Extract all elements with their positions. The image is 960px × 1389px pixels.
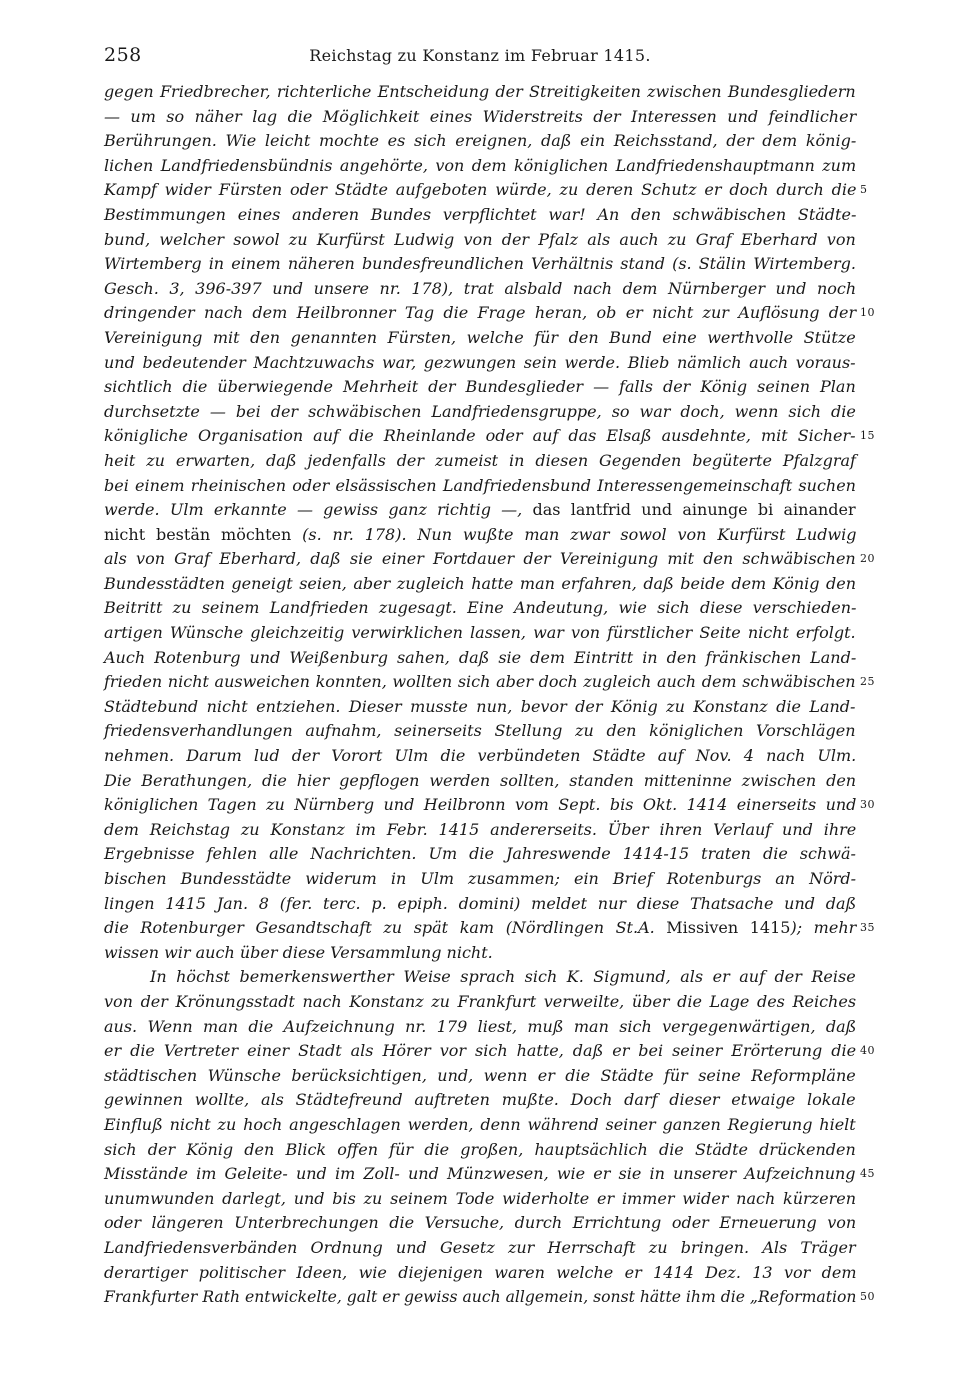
text-line	[104, 695, 856, 720]
text-line	[104, 941, 856, 966]
line-text: sich der König den Blick offen für die großen, hauptsächlich die Städte drückenden	[104, 1139, 856, 1159]
text-line	[104, 769, 856, 794]
text-line	[104, 719, 856, 744]
text-line	[104, 326, 856, 351]
line-text: bund, welcher sowol zu Kurfürst Ludwig von der Pfalz als auch zu Graf Eberhard von	[104, 229, 856, 249]
line-text: Berührungen. Wie leicht mochte es sich ereignen, daß ein Reichsstand, der dem könig-	[104, 131, 857, 151]
text-line	[104, 1211, 856, 1236]
line-text: derartiger politischer Ideen, wie diejenigen waren welche er 1414 Dez. 13 vor dem	[104, 1262, 857, 1282]
line-text: gewinnen wollte, als Städtefreund auftreten mußte. Doch darf dieser etwaige lokale	[104, 1090, 856, 1110]
text-line	[104, 1113, 856, 1138]
line-text: frieden nicht ausweichen konnten, wollten sich aber doch zugleich auch dem schwäbischen	[104, 672, 856, 692]
line-text: sichtlich die überwiegende Mehrheit der Bundesglieder — falls der König seinen Plan	[104, 377, 856, 397]
line-text: und bedeutender Machtzuwachs war, gezwungen sein werde. Blieb nämlich auch voraus-	[104, 352, 856, 372]
running-head: Reichstag zu Konstanz im Februar 1415.	[309, 46, 651, 65]
body-text	[104, 80, 875, 1310]
line-text: friedensverhandlungen aufnahm, seinerseits Stellung zu den königlichen Vorschlägen	[104, 721, 856, 741]
text-line	[104, 965, 856, 990]
line-text: dringender nach dem Heilbronner Tag die Frage heran, ob er nicht zur Auflösung der	[104, 303, 857, 323]
line-text: nicht bestän möchten (s. nr. 178). Nun wußte man zwar sowol von Kurfürst Ludwig	[104, 524, 857, 544]
text-line	[104, 277, 856, 302]
line-text: In höchst bemerkenswerther Weise sprach sich K. Sigmund, als er auf der Reise	[150, 967, 856, 987]
text-line	[104, 228, 856, 253]
text-line	[104, 670, 875, 695]
line-text: Bestimmungen eines anderen Bundes verpflichtet war! An den schwäbischen Städte-	[104, 204, 857, 224]
line-number: 20	[860, 552, 875, 566]
line-text: Wirtemberg in einem näheren bundesfreundlichen Verhältnis stand (s. Stälin Wirtemberg.	[104, 254, 856, 274]
text-line	[104, 596, 856, 621]
line-text: wissen wir auch über diese Versammlung nicht.	[104, 942, 493, 962]
line-text: Gesch. 3, 396-397 und unsere nr. 178), trat alsbald nach dem Nürnberger und noch	[104, 278, 857, 298]
line-text: die Rotenburger Gesandtschaft zu spät kam (Nördlingen St.A. Missiven 1415); mehr	[104, 918, 857, 938]
line-number: 45	[860, 1167, 875, 1181]
text-line	[104, 818, 856, 843]
line-number: 40	[860, 1044, 875, 1058]
line-text: Misstände im Geleite- und im Zoll- und Münzwesen, wie er sie in unserer Aufzeichnung	[104, 1164, 856, 1184]
text-line	[104, 744, 856, 769]
text-line	[104, 449, 856, 474]
text-line	[104, 1285, 875, 1310]
text-line	[104, 178, 868, 203]
line-text: unumwunden darlegt, und bis zu seinem Tode widerholte er immer wider nach kürzeren	[104, 1188, 856, 1208]
line-text: als von Graf Eberhard, daß sie einer Fortdauer der Vereinigung mit den schwäbischen	[104, 549, 856, 569]
text-line	[104, 547, 875, 572]
line-text: artigen Wünsche gleichzeitig verwirklichen lassen, war von fürstlicher Seite nicht erfolgt.	[104, 623, 856, 643]
text-line	[104, 498, 856, 523]
text-line	[104, 351, 856, 376]
text-line	[104, 867, 856, 892]
line-text: aus. Wenn man die Aufzeichnung nr. 179 liest, muß man sich vergegenwärtigen, daß	[104, 1016, 857, 1036]
text-line	[104, 572, 856, 597]
line-number: 50	[860, 1290, 875, 1304]
line-text: Kampf wider Fürsten oder Städte aufgeboten würde, zu deren Schutz er doch durch die	[104, 180, 857, 200]
text-line	[104, 375, 856, 400]
text-line	[104, 842, 856, 867]
text-line	[104, 892, 856, 917]
text-line	[104, 646, 856, 671]
line-text: oder längeren Unterbrechungen die Versuche, durch Errichtung oder Erneuerung von	[104, 1213, 857, 1233]
line-text: königliche Organisation auf die Rheinlande oder auf das Elsaß ausdehnte, mit Sicher-	[104, 426, 856, 446]
line-text: durchsetzte — bei der schwäbischen Landfriedensgruppe, so war doch, wenn sich die	[104, 401, 856, 421]
line-text: nehmen. Darum lud der Vorort Ulm die verbündeten Städte auf Nov. 4 nach Ulm.	[104, 746, 857, 766]
line-text: Frankfurter Rath entwickelte, galt er gewiss auch allgemein, sonst hätte ihm die „Reformation	[104, 1287, 857, 1307]
text-line	[104, 916, 875, 941]
line-text: Die Berathungen, die hier gepflogen werden sollten, standen mitteninne zwischen den	[104, 770, 857, 790]
text-line	[104, 621, 856, 646]
text-line	[104, 203, 856, 228]
line-text: werde. Ulm erkannte — gewiss ganz richtig —, das lantfrid und ainunge bi ainander	[104, 500, 856, 520]
line-text: bei einem rheinischen oder elsässischen Landfriedensbund Interessengemeinschaft suchen	[104, 475, 856, 495]
line-text: lichen Landfriedensbündnis angehörte, von dem königlichen Landfriedenshauptmann zum	[104, 155, 857, 175]
line-number: 10	[860, 306, 875, 320]
line-text: er die Vertreter einer Stadt als Hörer vor sich hatte, daß er bei seiner Erörterung die	[104, 1041, 857, 1061]
page-header	[104, 44, 856, 74]
text-line	[104, 1015, 856, 1040]
text-line	[104, 252, 856, 277]
line-text: Einfluß nicht zu hoch angeschlagen werden, denn während seiner ganzen Regierung hielt	[104, 1114, 856, 1134]
line-text: bischen Bundesstädte widerum in Ulm zusammen; ein Brief Rotenburgs an Nörd-	[104, 869, 857, 888]
line-text: Städtebund nicht entziehen. Dieser musste nun, bevor der König zu Konstanz die Land-	[104, 696, 856, 716]
text-line	[104, 523, 856, 548]
text-line	[104, 1261, 856, 1286]
line-text: Vereinigung mit den genannten Fürsten, welche für den Bund eine werthvolle Stütze	[104, 327, 856, 347]
text-line	[104, 793, 875, 818]
line-text: dem Reichstag zu Konstanz im Febr. 1415 andererseits. Über ihren Verlauf und ihre	[104, 819, 857, 839]
page-number: 258	[104, 44, 142, 66]
line-number: 15	[860, 429, 875, 443]
line-text: von der Krönungsstadt nach Konstanz zu Frankfurt verweilte, über die Lage des Reiches	[104, 991, 857, 1011]
line-text: heit zu erwarten, daß jedenfalls der zumeist in diesen Gegenden begüterte Pfalzgraf	[104, 450, 856, 470]
line-text: gegen Friedbrecher, richterliche Entscheidung der Streitigkeiten zwischen Bundesgliedern	[104, 82, 856, 101]
line-text: Auch Rotenburg und Weißenburg sahen, daß sie dem Eintritt in den fränkischen Land-	[104, 647, 857, 667]
text-line	[104, 129, 856, 154]
line-number: 35	[860, 921, 875, 935]
line-text: königlichen Tagen zu Nürnberg und Heilbronn vom Sept. bis Okt. 1414 einerseits und	[104, 795, 857, 815]
line-number: 5	[860, 183, 868, 197]
text-line	[104, 80, 856, 105]
text-line	[104, 1187, 856, 1212]
line-text: Bundesstädten geneigt seien, aber zugleich hatte man erfahren, daß beide dem König den	[104, 573, 857, 593]
text-line	[104, 105, 856, 130]
line-text: Landfriedensverbänden Ordnung und Gesetz zur Herrschaft zu bringen. Als Träger	[104, 1237, 856, 1257]
line-number: 25	[860, 675, 875, 689]
text-line	[104, 424, 875, 449]
text-line	[104, 1064, 856, 1089]
text-line	[104, 474, 856, 499]
text-line	[104, 1088, 856, 1113]
text-line	[104, 1162, 875, 1187]
line-text: Ergebnisse fehlen alle Nachrichten. Um die Jahreswende 1414-15 traten die schwä-	[104, 844, 856, 864]
text-line	[104, 1039, 875, 1064]
text-line	[104, 301, 875, 326]
text-line	[104, 990, 856, 1015]
line-text: lingen 1415 Jan. 8 (fer. terc. p. epiph. domini) meldet nur diese Thatsache und daß	[104, 893, 857, 913]
line-text: — um so näher lag die Möglichkeit eines Widerstreits der Interessen und feindlicher	[104, 106, 857, 126]
line-number: 30	[860, 798, 875, 812]
text-line	[104, 154, 856, 179]
line-text: Beitritt zu seinem Landfrieden zugesagt. Eine Andeutung, wie sich diese verschieden-	[104, 598, 857, 618]
text-line	[104, 1236, 856, 1261]
line-text: städtischen Wünsche berücksichtigen, und, wenn er die Städte für seine Reformpläne	[104, 1065, 856, 1085]
text-line	[104, 1138, 856, 1163]
text-line	[104, 400, 856, 425]
